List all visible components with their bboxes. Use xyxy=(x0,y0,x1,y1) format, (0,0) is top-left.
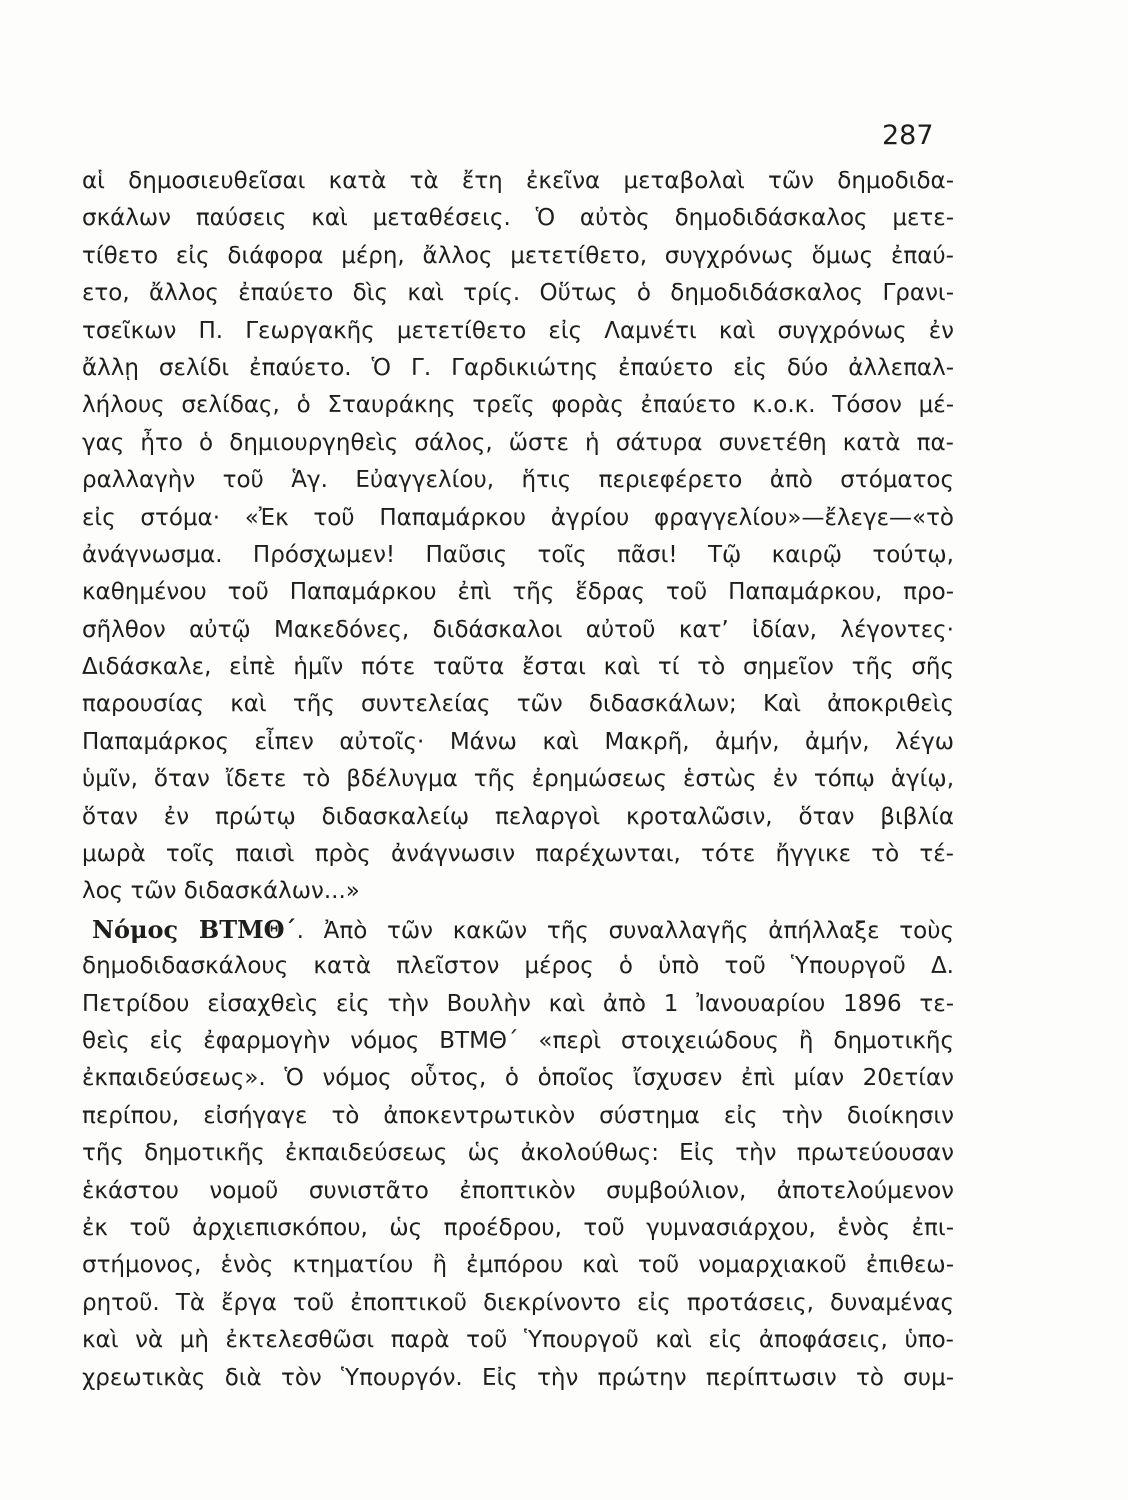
text-line: μωρὰ τοῖς παισὶ πρὸς ἀνάγνωσιν παρέχωνται, τότε ἤγγικε τὸ τέ- xyxy=(82,841,954,868)
text-block xyxy=(82,163,954,1397)
text-line: αἱ δημοσιευθεῖσαι κατὰ τὰ ἔτη ἐκεῖνα μεταβολαὶ τῶν δημοδιδα- xyxy=(82,168,954,194)
paragraph-law-btmth xyxy=(82,911,954,1397)
text-line: καὶ νὰ μὴ ἐκτελεσθῶσι παρὰ τοῦ Ὑπουργοῦ καὶ εἰς ἀποφάσεις, ὑπο- xyxy=(82,1327,954,1354)
text-line: παρουσίας καὶ τῆς συντελείας τῶν διδασκάλων; Καὶ ἀποκριθεὶς xyxy=(82,691,954,718)
text-line: Παπαμάρκος εἶπεν αὐτοῖς· Μάνω καὶ Μακρῆ, ἀμήν, ἀμήν, λέγω xyxy=(82,728,954,755)
text-line: δημοδιδασκάλους κατὰ πλεῖστον μέρος ὁ ὑπὸ τοῦ Ὑπουργοῦ Δ. xyxy=(82,953,954,980)
text-line: ἄλλῃ σελίδι ἐπαύετο. Ὁ Γ. Γαρδικιώτης ἐπαύετο εἰς δύο ἀλλεπαλ- xyxy=(82,354,954,381)
text-line: στήμονος, ἑνὸς κτηματίου ἢ ἐμπόρου καὶ τοῦ νομαρχιακοῦ ἐπιθεω- xyxy=(82,1252,954,1279)
text-line: ἐκ τοῦ ἀρχιεπισκόπου, ὡς προέδρου, τοῦ γυμνασιάρχου, ἑνὸς ἐπι- xyxy=(82,1214,954,1241)
text-line: ετο, ἄλλος ἐπαύετο δὶς καὶ τρίς. Οὕτως ὁ δημοδιδάσκαλος Γρανι- xyxy=(82,280,954,307)
text-line: ὅταν ἐν πρώτῳ διδασκαλείῳ πελαργοὶ κροταλῶσιν, ὅταν βιβλία xyxy=(82,803,954,830)
text-line: τῆς δημοτικῆς ἐκπαιδεύσεως ὡς ἀκολούθως: Εἰς τὴν πρωτεύουσαν xyxy=(82,1140,954,1167)
text-line-run: . Ἀπὸ τῶν κακῶν τῆς συναλλαγῆς ἀπήλλαξε τοὺς xyxy=(296,917,954,944)
text-line: γας ἦτο ὁ δημιουργηθεὶς σάλος, ὥστε ἡ σάτυρα συνετέθη κατὰ πα- xyxy=(82,429,954,456)
text-line: ἐκπαιδεύσεως». Ὁ νόμος οὗτος, ὁ ὁποῖος ἴσχυσεν ἐπὶ μίαν 20ετίαν xyxy=(82,1065,954,1092)
text-line: εἰς στόμα· «Ἐκ τοῦ Παπαμάρκου ἀγρίου φραγγελίου»—ἔλεγε—«τὸ xyxy=(82,504,954,531)
text-line: σῆλθον αὐτῷ Μακεδόνες, διδάσκαλοι αὐτοῦ κατ’ ἰδίαν, λέγοντες· xyxy=(82,616,954,643)
text-line: θεὶς εἰς ἐφαρμογὴν νόμος ΒΤΜΘ΄ «περὶ στοιχειώδους ἢ δημοτικῆς xyxy=(82,1027,954,1054)
text-line: ἀνάγνωσμα. Πρόσχωμεν! Παῦσις τοῖς πᾶσι! Τῷ καιρῷ τούτῳ, xyxy=(82,541,954,568)
paragraph-continued xyxy=(82,163,954,911)
text-line: ὑμῖν, ὅταν ἴδετε τὸ βδέλυγμα τῆς ἐρημώσεως ἑστὼς ἐν τόπῳ ἁγίῳ, xyxy=(82,766,954,793)
text-line: ἑκάστου νομοῦ συνιστᾶτο ἐποπτικὸν συμβούλιον, ἀποτελούμενον xyxy=(82,1177,954,1204)
text-line-heading xyxy=(82,911,954,948)
text-line: τίθετο εἰς διάφορα μέρη, ἄλλος μετετίθετο, συγχρόνως ὅμως ἐπαύ- xyxy=(82,242,954,269)
text-line: σκάλων παύσεις καὶ μεταθέσεις. Ὁ αὐτὸς δημοδιδάσκαλος μετε- xyxy=(82,205,954,232)
text-line: χρεωτικὰς διὰ τὸν Ὑπουργόν. Εἰς τὴν πρώτην περίπτωσιν τὸ συμ- xyxy=(82,1364,954,1391)
text-line: ρητοῦ. Τὰ ἔργα τοῦ ἐποπτικοῦ διεκρίνοντο εἰς προτάσεις, δυναμένας xyxy=(82,1289,954,1316)
text-line: καθημένου τοῦ Παπαμάρκου ἐπὶ τῆς ἕδρας τοῦ Παπαμάρκου, προ- xyxy=(82,579,954,606)
text-line-last: λος τῶν διδασκάλων...» xyxy=(82,878,360,905)
text-line: τσεῖκων Π. Γεωργακῆς μετετίθετο εἰς Λαμνέτι καὶ συγχρόνως ἐν xyxy=(82,317,954,344)
text-line: λήλους σελίδας, ὁ Σταυράκης τρεῖς φορὰς ἐπαύετο κ.ο.κ. Τόσον μέ- xyxy=(82,392,954,419)
section-heading: Νόμος ΒΤΜΘ΄ xyxy=(92,914,297,944)
page-number: 287 xyxy=(882,120,934,151)
text-line: Πετρίδου εἰσαχθεὶς εἰς τὴν Βουλὴν καὶ ἀπὸ 1 Ἰανουαρίου 1896 τε- xyxy=(82,990,954,1017)
text-line: Διδάσκαλε, εἰπὲ ἡμῖν πότε ταῦτα ἔσται καὶ τί τὸ σημεῖον τῆς σῆς xyxy=(82,654,954,681)
text-line: περίπου, εἰσήγαγε τὸ ἀποκεντρωτικὸν σύστημα εἰς τὴν διοίκησιν xyxy=(82,1102,954,1129)
text-line: ραλλαγὴν τοῦ Ἁγ. Εὐαγγελίου, ἥτις περιεφέρετο ἀπὸ στόματος xyxy=(82,467,954,494)
